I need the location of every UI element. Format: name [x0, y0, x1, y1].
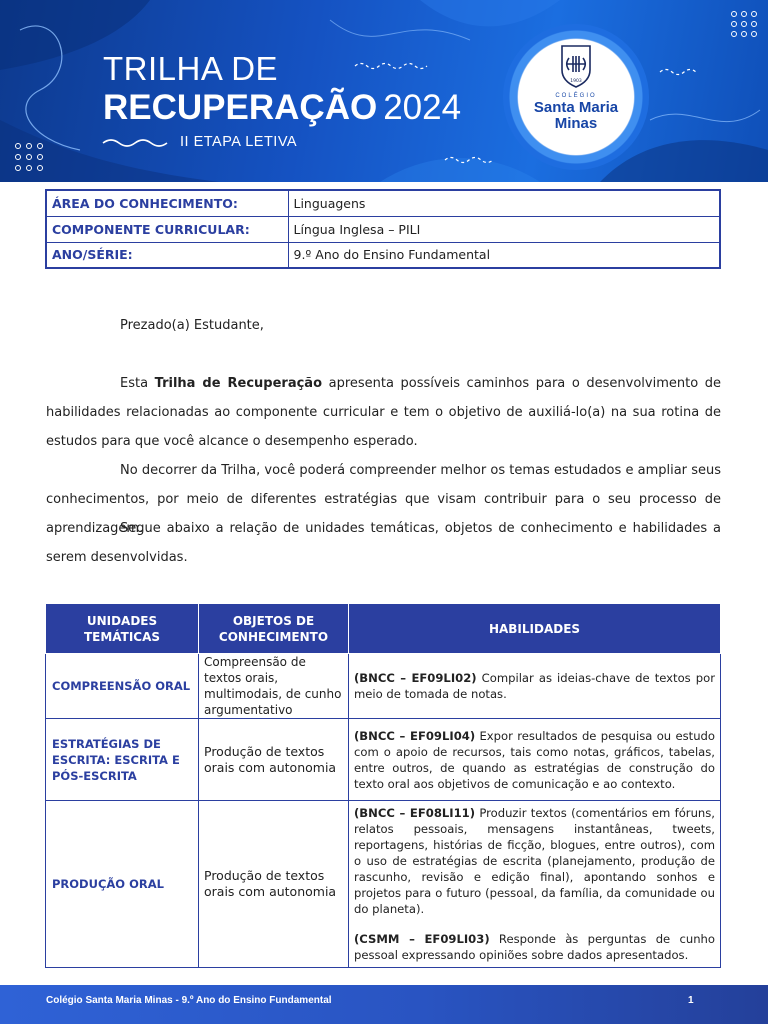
object-cell: Compreensão de textos orais, multimodais, de cunho argumentativo — [199, 654, 349, 719]
logo-founded: 1903 — [570, 79, 582, 84]
table-row — [46, 654, 721, 719]
intro-paragraph — [46, 369, 721, 456]
object-cell: Produção de textos orais com autonomia — [199, 719, 349, 801]
info-row — [46, 242, 720, 268]
skill-code: (BNCC – EF09LI04) — [354, 728, 476, 743]
skill-code: (BNCC – EF09LI02) — [354, 671, 477, 685]
logo-school-name — [503, 100, 649, 132]
skill-text: Expor resultados de pesquisa ou estudo com o apoio de recursos, tais como notas, gráficos, tabelas, entre outros, de quando as estratégias de construção do texto oral aos objetivos de comunicação e ao contexto. — [354, 728, 715, 791]
skill-code: (BNCC – EF08LI11) — [354, 806, 476, 820]
info-value: 9.º Ano do Ensino Fundamental — [288, 242, 720, 268]
table-row — [46, 801, 721, 968]
dots-decoration — [730, 10, 760, 40]
table-row — [46, 719, 721, 801]
title-year: 2024 — [383, 88, 462, 127]
info-label: ANO/SÉRIE: — [46, 242, 288, 268]
skills-table — [45, 603, 721, 968]
unit-cell: ESTRATÉGIAS DE ESCRITA: ESCRITA E PÓS-ESCRITA — [46, 719, 199, 801]
unit-cell: PRODUÇÃO ORAL — [46, 801, 199, 968]
unit-cell: COMPREENSÃO ORAL — [46, 654, 199, 719]
skill-cell — [349, 801, 721, 968]
header-unidades: UNIDADES TEMÁTICAS — [46, 604, 199, 654]
header-objetos: OBJETOS DE CONHECIMENTO — [199, 604, 349, 654]
skill-entry — [354, 805, 715, 917]
skill-gap — [354, 917, 715, 931]
skills-header-row — [46, 604, 721, 654]
para1-prefix: Esta — [120, 376, 155, 391]
skill-code: (CSMM – EF09LI03) — [354, 932, 490, 946]
info-label: COMPONENTE CURRICULAR: — [46, 216, 288, 242]
logo-name-line-1: Santa Maria — [533, 99, 619, 116]
title-recuperacao: RECUPERAÇÃO — [103, 88, 378, 127]
page-number: 1 — [688, 995, 694, 1006]
dots-decoration — [14, 142, 48, 176]
title-line-2 — [103, 88, 461, 128]
info-row — [46, 190, 720, 216]
para1-rest: apresenta possíveis caminhos para o desenvolvimento de habilidades relacionadas ao componente curricular e tem o objetivo de auxiliá-lo(a) na sua rotina de estudos para que você alcance o desempenho esperado. — [46, 376, 721, 449]
title-line-1: TRILHA DE — [103, 50, 279, 87]
info-table — [45, 189, 721, 269]
logo-colegio: COLÉGIO — [555, 93, 597, 99]
skill-text: Responde às perguntas de cunho pessoal expressando opiniões sobre dados apresentados. — [354, 932, 715, 962]
skill-cell — [349, 654, 721, 719]
skill-entry — [354, 931, 715, 963]
para1-bold: Trilha de Recuperação — [154, 376, 323, 391]
second-paragraph: No decorrer da Trilha, você poderá compreender melhor os temas estudados e ampliar seus conhecimentos, por meio de diferentes estratégias que visam contribuir para o seu processo de aprendizagem. — [46, 463, 721, 536]
skill-cell — [349, 719, 721, 801]
logo-name-line-2: Minas — [554, 115, 598, 132]
third-paragraph: Segue abaixo a relação de unidades temáticas, objetos de conhecimento e habilidades a serem desenvolvidas. — [46, 521, 721, 565]
footer-text: Colégio Santa Maria Minas - 9.º Ano do Ensino Fundamental — [46, 995, 332, 1006]
info-label: ÁREA DO CONHECIMENTO: — [46, 190, 288, 216]
info-value: Linguagens — [288, 190, 720, 216]
skill-text: Compilar as ideias-chave de textos por meio de tomada de notas. — [354, 671, 715, 701]
greeting: Prezado(a) Estudante, — [120, 318, 264, 333]
info-row — [46, 216, 720, 242]
header-habilidades: HABILIDADES — [349, 604, 721, 654]
skill-text: Produzir textos (comentários em fóruns, relatos pessoais, mensagens instantâneas, tweets, reportagens, histórias de ficção, blogues, entre outros), com o uso de estratégias de escrita (planejamento, produção de rascunho, revisão e edição final), apontando sonhos e projetos para o futuro (pessoal, da família, da comunidade ou do planeta). — [354, 806, 715, 916]
info-value: Língua Inglesa – PILI — [288, 216, 720, 242]
object-cell: Produção de textos orais com autonomia — [199, 801, 349, 968]
school-crest-icon — [559, 44, 593, 90]
etapa-label: II ETAPA LETIVA — [180, 134, 298, 150]
